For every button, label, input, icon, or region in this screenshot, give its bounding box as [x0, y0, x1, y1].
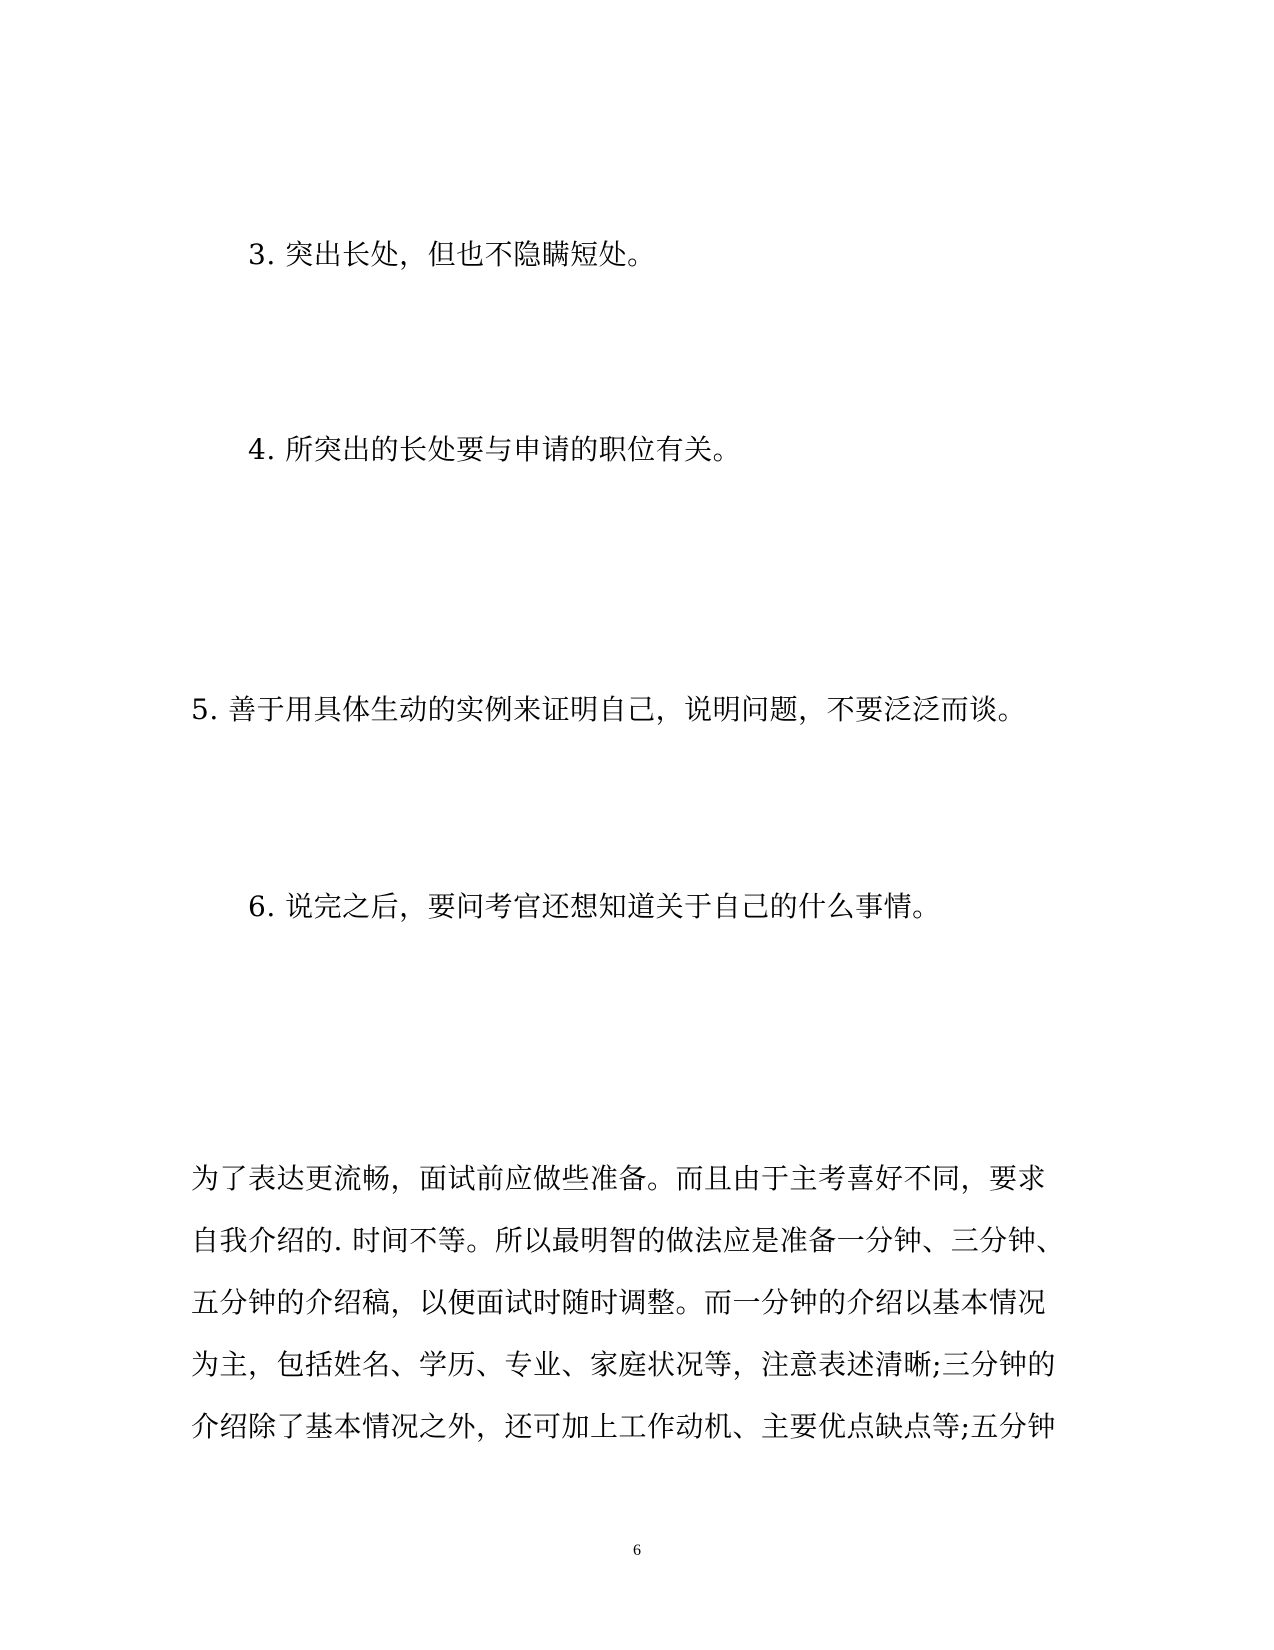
list-item-3: 3. 突出长处，但也不隐瞒短处。: [248, 238, 656, 271]
page-number: 6: [633, 1542, 641, 1559]
body-paragraph: [191, 1148, 1091, 1458]
paragraph-line-5: 介绍除了基本情况之外，还可加上工作动机、主要优点缺点等;五分钟: [191, 1410, 1056, 1443]
paragraph-line-3: 五分钟的介绍稿，以便面试时随时调整。而一分钟的介绍以基本情况: [191, 1286, 1047, 1319]
paragraph-line-1: 为了表达更流畅，面试前应做些准备。而且由于主考喜好不同，要求: [191, 1162, 1047, 1195]
list-item-5: 5. 善于用具体生动的实例来证明自己，说明问题，不要泛泛而谈。: [191, 693, 1027, 726]
list-item-4: 4. 所突出的长处要与申请的职位有关。: [248, 433, 742, 466]
list-item-6: 6. 说完之后，要问考官还想知道关于自己的什么事情。: [248, 890, 941, 923]
paragraph-line-4: 为主，包括姓名、学历、专业、家庭状况等，注意表述清晰;三分钟的: [191, 1348, 1056, 1381]
paragraph-line-2: 自我介绍的. 时间不等。所以最明智的做法应是准备一分钟、三分钟、: [191, 1224, 1065, 1257]
